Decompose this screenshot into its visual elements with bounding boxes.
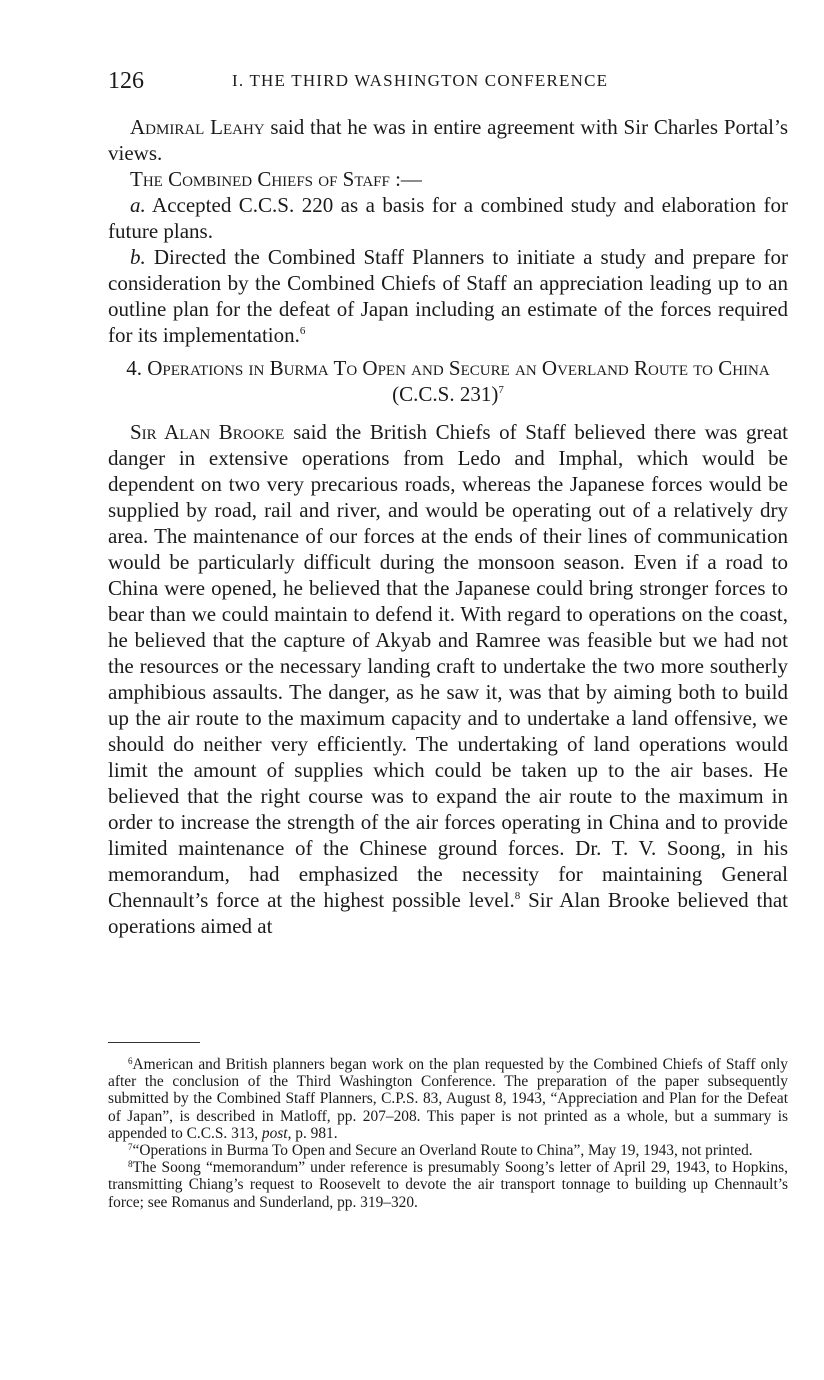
speaker-name: The Combined Chiefs of Staff (130, 167, 390, 191)
page-number: 126 (108, 68, 144, 94)
paragraph-text-tail: Sir Alan Brooke believed that operations aimed at (108, 888, 788, 938)
heading-reference (108, 381, 788, 407)
paragraph-text: said that he was in entire agreement with Sir Charles Portal’s views. (108, 115, 788, 165)
heading-number: 4. (126, 356, 148, 380)
paragraph-ccs (108, 166, 788, 192)
paragraph-text: :— (389, 167, 422, 191)
footnote-text: “Operations in Burma To Open and Secure an Overland Route to China”, May 19, 1943, not printed. (132, 1142, 753, 1160)
item-a (108, 192, 788, 244)
footnote-8 (108, 1159, 788, 1211)
paragraph-brooke (108, 419, 788, 939)
heading-ref-text: (C.C.S. 231) (392, 382, 499, 406)
footnote-text: American and British planners began work on the plan requested by the Combined Chiefs of Staff only after the conclusion of the Third Washington Conference. The preparation of the paper subsequently submitted by the Combined Staff Planners, C.P.S. 83, August 8, 1943, “Appreciation and Plan for the Defeat of Japan”, is described in Matloff, pp. 207–208. This paper is not printed as a whole, but a summary is appended to C.C.S. 313, (108, 1056, 788, 1142)
footnote-divider (108, 1042, 200, 1043)
item-text: Accepted C.C.S. 220 as a basis for a combined study and elaboration for future plans. (108, 193, 788, 243)
paragraph-leahy (108, 114, 788, 166)
item-marker: a. (130, 193, 146, 217)
speaker-name: Admiral Leahy (130, 115, 265, 139)
item-b (108, 244, 788, 348)
footnote-ref: 8 (514, 890, 521, 902)
footnote-tail: , p. 981. (287, 1124, 338, 1142)
footnote-marker: 7 (128, 1142, 133, 1153)
running-head: I. THE THIRD WASHINGTON CONFERENCE (232, 71, 609, 90)
footnote-marker: 6 (128, 1056, 133, 1066)
paragraph-text: said the British Chiefs of Staff believed there was great danger in extensive operations from Ledo and Imphal, which would be dependent on two very precarious roads, whereas the Japanese forces would be supplied by road, rail and river, and would be operating out of a relatively dry area. The maintenance of our forces at the ends of their lines of communication would be particularly difficult during the monsoon season. Even if a road to China were opened, he believed that the Japanese could bring stronger forces to bear than we could maintain to defend it. With regard to operations on the coast, he believed that the capture of Akyab and Ramree was feasible but we had not the resources or the necessary landing craft to undertake the two more southerly amphibious assaults. The danger, as he saw it, was that by aiming both to build up the air route to the maximum capacity and to undertake a land offensive, we should do neither very efficiently. The undertaking of land operations would limit the amount of supplies which could be taken up to the air bases. He believed that the right course was to expand the air route to the maximum in order to increase the strength of the air forces operating in China and to provide limited maintenance of the Chinese ground forces. Dr. T. V. Soong, in his memorandum, had emphasized the necessity for maintaining General Chennault’s force at the highest possible level. (108, 420, 788, 912)
footnote-italic: post (261, 1124, 288, 1142)
body-text (108, 114, 788, 939)
footnotes (108, 1056, 788, 1211)
section-heading (108, 356, 788, 381)
footnote-7 (108, 1142, 788, 1159)
speaker-name: Sir Alan Brooke (130, 420, 285, 444)
footnote-ref: 7 (498, 384, 504, 396)
footnote-text: The Soong “memorandum” under reference is presumably Soong’s letter of April 29, 1943, to Hopkins, transmitting Chiang’s request to Roosevelt to devote the air transport tonnage to building up Chennault’s force; see Romanus and Sunderland, pp. 319–320. (108, 1159, 788, 1211)
item-marker: b. (130, 245, 146, 269)
item-text: Directed the Combined Staff Planners to initiate a study and prepare for consideration by the Combined Chiefs of Staff an appreciation leading up to an outline plan for the defeat of Japan including an estimate of the forces required for its implementation. (108, 245, 788, 347)
heading-text: Operations in Burma To Open and Secure an Overland Route to China (147, 356, 770, 380)
footnote-marker: 8 (128, 1159, 133, 1170)
footnote-ref: 6 (299, 325, 306, 337)
page-header (108, 66, 788, 96)
footnote-6 (108, 1056, 788, 1142)
